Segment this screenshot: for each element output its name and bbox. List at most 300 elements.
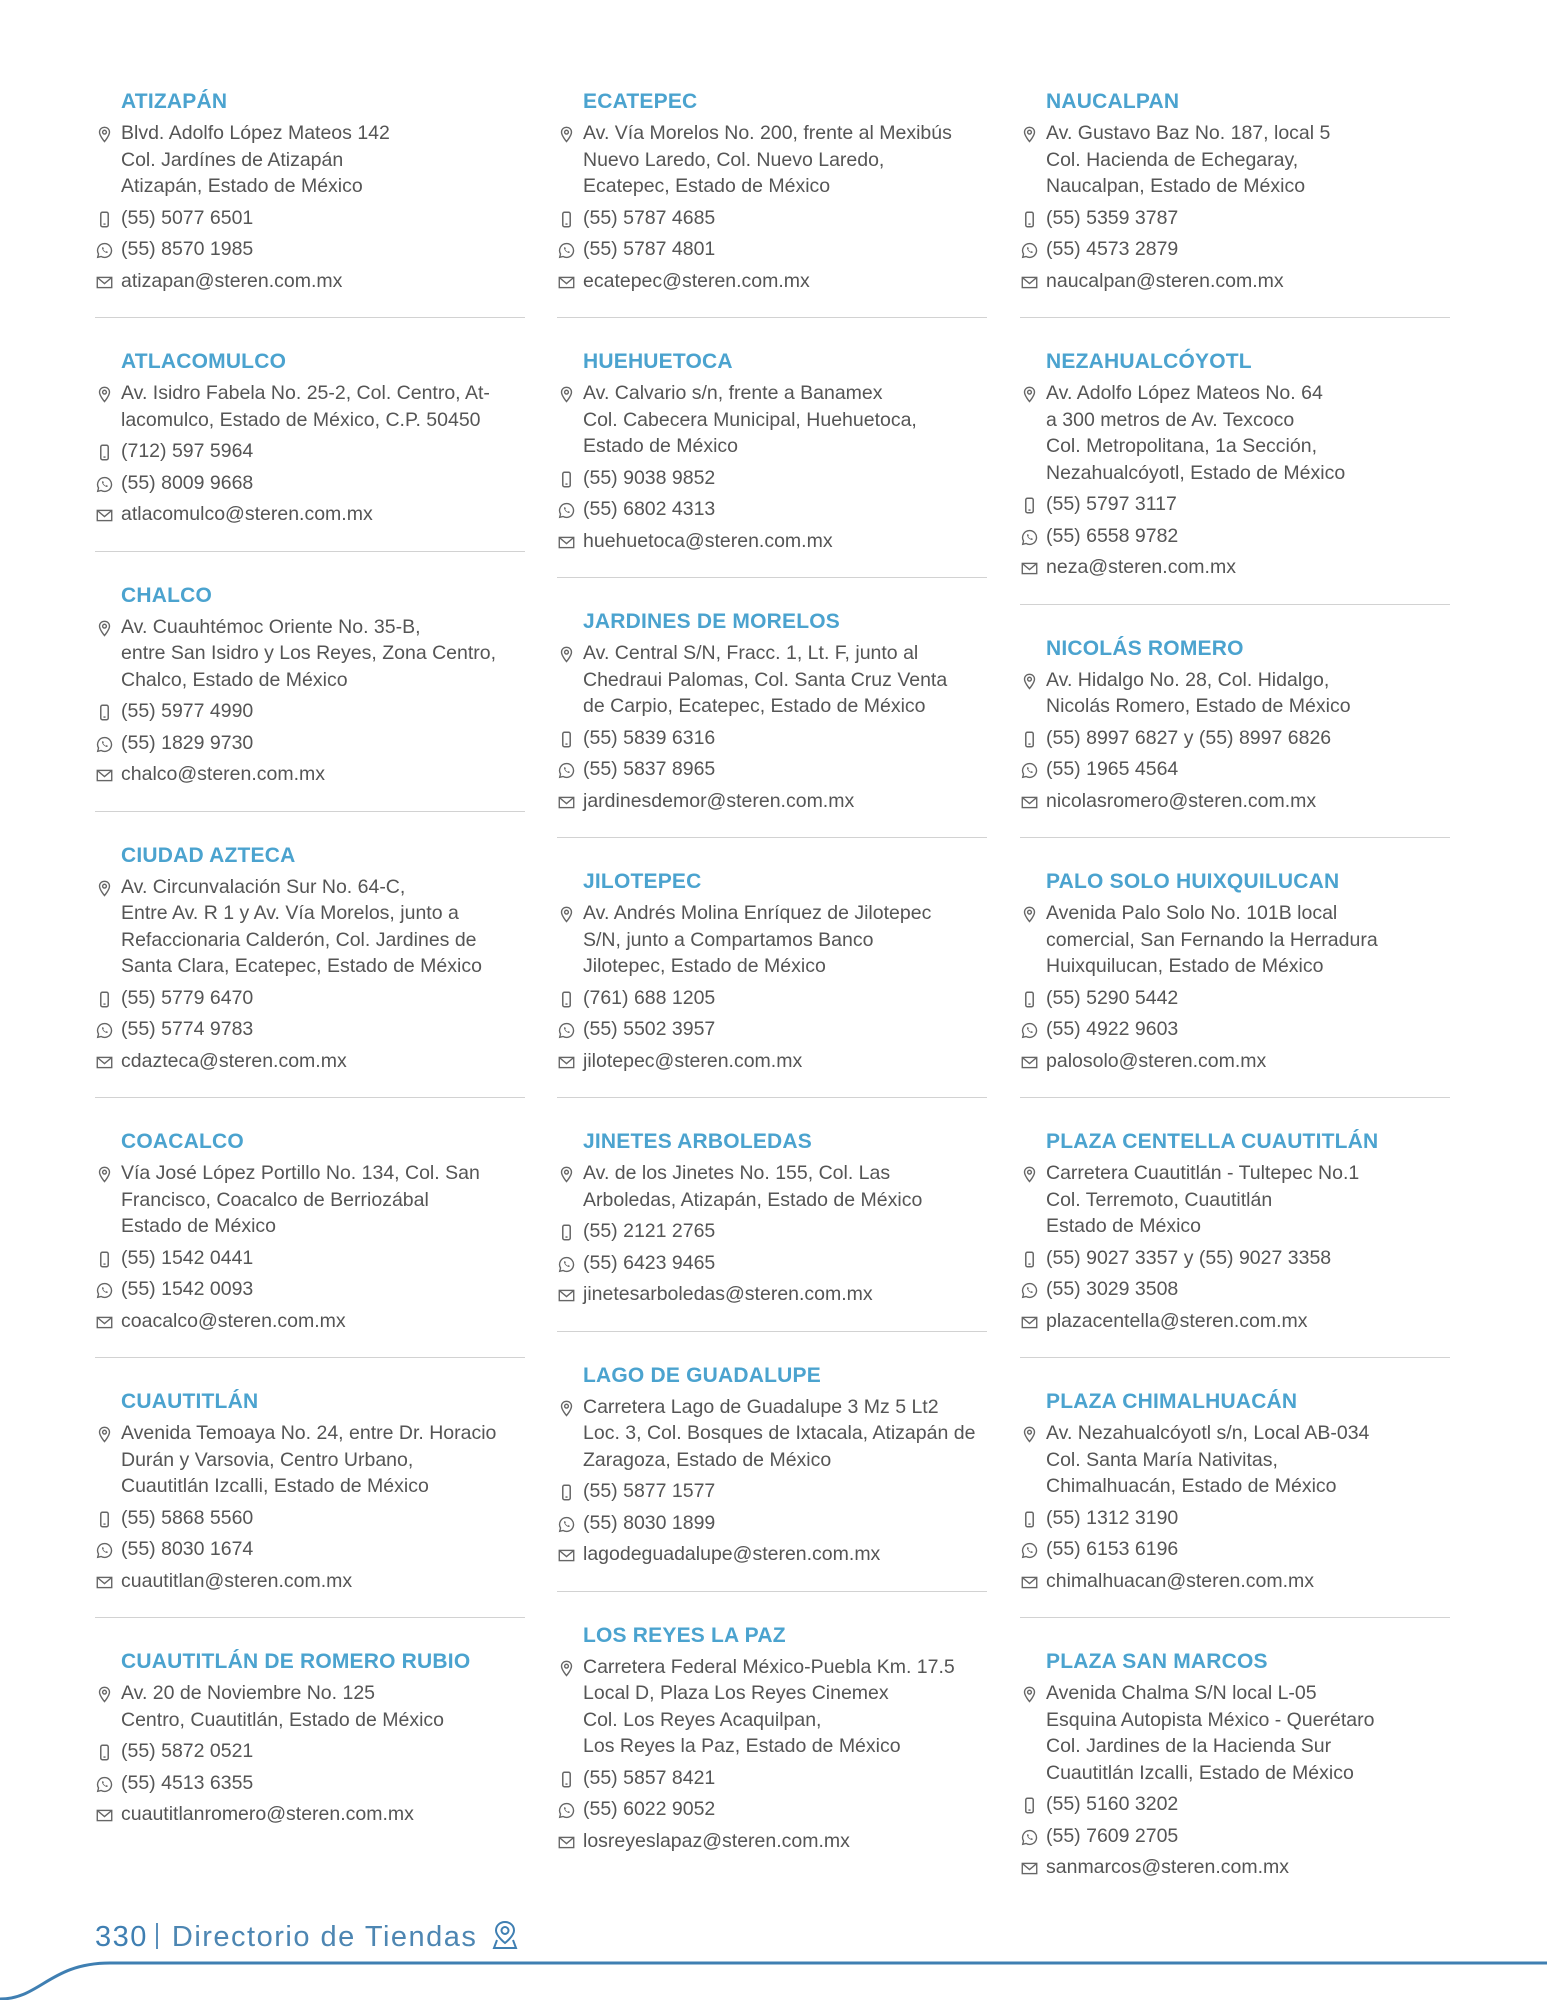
store-name: PALO SOLO HUIXQUILUCAN	[1046, 870, 1340, 893]
envelope-icon	[96, 765, 113, 782]
store-whatsapp	[1046, 1276, 1450, 1303]
store-name: PLAZA CHIMALHUACÁN	[1046, 1390, 1298, 1413]
page-footer	[95, 1920, 519, 1954]
store-address	[121, 1680, 525, 1733]
store-phone	[583, 1765, 987, 1792]
store-email	[121, 1048, 525, 1075]
whatsapp-icon	[96, 1020, 113, 1037]
address-line: Carretera Cuautitlán - Tultepec No.1	[1046, 1162, 1360, 1184]
address-line: lacomulco, Estado de México, C.P. 50450	[121, 408, 481, 431]
whatsapp-number: (55) 6153 6196	[1046, 1538, 1179, 1560]
store-phone	[1046, 491, 1450, 518]
address-line: Nezahualcóyotl, Estado de México	[1046, 461, 1346, 484]
envelope-icon	[96, 505, 113, 522]
store-name: ECATEPEC	[583, 90, 698, 113]
address-line: Chedraui Palomas, Col. Santa Cruz Venta	[583, 668, 948, 691]
store-email	[583, 1281, 987, 1308]
mobile-phone-icon	[96, 442, 113, 459]
whatsapp-icon	[1021, 760, 1038, 777]
store-email	[583, 1828, 987, 1855]
address-line: Los Reyes la Paz, Estado de México	[583, 1735, 901, 1757]
mobile-phone-icon	[96, 702, 113, 719]
envelope-icon	[1021, 558, 1038, 575]
store-email	[583, 1048, 987, 1075]
store-whatsapp	[121, 1536, 525, 1563]
whatsapp-number: (55) 5787 4801	[583, 238, 716, 260]
address-line: Carretera Lago de Guadalupe 3 Mz 5 Lt2	[583, 1395, 939, 1418]
store-phone	[583, 465, 987, 492]
email-address: palosolo@steren.com.mx	[1046, 1049, 1267, 1072]
envelope-icon	[558, 1052, 575, 1069]
store-whatsapp	[1046, 1536, 1450, 1563]
phone-number: (55) 5868 5560	[121, 1506, 254, 1529]
location-pin-icon	[1021, 1424, 1038, 1441]
whatsapp-number: (55) 4922 9603	[1046, 1018, 1179, 1040]
store-name: HUEHUETOCA	[583, 350, 733, 373]
store-whatsapp	[1046, 756, 1450, 783]
location-pin-icon	[558, 1164, 575, 1181]
store-phone	[121, 1245, 525, 1272]
address-line: Av. 20 de Noviembre No. 125	[121, 1682, 376, 1704]
address-line: Chalco, Estado de México	[121, 668, 348, 691]
store-column-2	[557, 84, 987, 1903]
store-email	[1046, 554, 1450, 581]
email-address: coacalco@steren.com.mx	[121, 1309, 346, 1332]
whatsapp-number: (55) 1965 4564	[1046, 758, 1179, 780]
address-line: Santa Clara, Ecatepec, Estado de México	[121, 955, 482, 977]
store-card	[95, 1644, 525, 1851]
phone-number: (55) 5290 5442	[1046, 986, 1179, 1009]
location-pin-icon	[558, 384, 575, 401]
phone-number: (55) 9038 9852	[583, 466, 716, 489]
whatsapp-number: (55) 3029 3508	[1046, 1278, 1179, 1300]
store-address	[121, 614, 525, 694]
address-line: Loc. 3, Col. Bosques de Ixtacala, Atizapán de	[583, 1422, 976, 1444]
store-name: PLAZA CENTELLA CUAUTITLÁN	[1046, 1130, 1379, 1153]
store-phone	[121, 205, 525, 232]
store-address	[1046, 667, 1450, 720]
mobile-phone-icon	[558, 1222, 575, 1239]
store-address	[1046, 1160, 1450, 1240]
store-card	[557, 344, 987, 578]
envelope-icon	[1021, 1312, 1038, 1329]
store-card	[1020, 631, 1450, 839]
phone-number: (55) 5839 6316	[583, 726, 716, 749]
phone-number: (55) 5872 0521	[121, 1740, 254, 1762]
store-address	[583, 640, 987, 720]
store-whatsapp	[583, 1796, 987, 1823]
store-column-1	[95, 84, 525, 1877]
store-whatsapp	[583, 1016, 987, 1043]
store-whatsapp	[121, 730, 525, 757]
store-column-3	[1020, 84, 1450, 1930]
address-line: Ecatepec, Estado de México	[583, 175, 831, 197]
store-address	[121, 1420, 525, 1500]
envelope-icon	[96, 1572, 113, 1589]
envelope-icon	[558, 1545, 575, 1562]
phone-number: (761) 688 1205	[583, 986, 716, 1009]
address-line: Av. Vía Morelos No. 200, frente al Mexibús	[583, 122, 952, 144]
store-card	[95, 344, 525, 552]
address-line: Col. Santa María Nativitas,	[1046, 1448, 1278, 1471]
address-line: Durán y Varsovia, Centro Urbano,	[121, 1448, 414, 1471]
address-line: Centro, Cuautitlán, Estado de México	[121, 1708, 445, 1731]
address-line: a 300 metros de Av. Texcoco	[1046, 408, 1295, 431]
address-line: Av. Andrés Molina Enríquez de Jilotepec	[583, 902, 932, 924]
email-address: chalco@steren.com.mx	[121, 763, 326, 785]
store-locator-icon	[491, 1920, 519, 1950]
email-address: naucalpan@steren.com.mx	[1046, 269, 1284, 292]
footer-title: Directorio de Tiendas	[171, 1921, 478, 1953]
address-line: Zaragoza, Estado de México	[583, 1448, 832, 1471]
phone-number: (55) 8997 6827 y (55) 8997 6826	[1046, 726, 1332, 749]
address-line: Avenida Chalma S/N local L-05	[1046, 1682, 1317, 1704]
store-address	[583, 1160, 987, 1213]
mobile-phone-icon	[96, 1509, 113, 1526]
store-phone	[583, 1218, 987, 1245]
envelope-icon	[1021, 1052, 1038, 1069]
store-email	[1046, 1854, 1450, 1881]
store-card	[95, 578, 525, 812]
store-phone	[1046, 1505, 1450, 1532]
store-card	[1020, 1124, 1450, 1358]
address-line: Estado de México	[1046, 1215, 1202, 1237]
store-name: LOS REYES LA PAZ	[583, 1623, 786, 1647]
envelope-icon	[558, 1832, 575, 1849]
whatsapp-icon	[96, 1774, 113, 1791]
email-address: huehuetoca@steren.com.mx	[583, 529, 833, 552]
mobile-phone-icon	[1021, 729, 1038, 746]
address-line: Av. Adolfo López Mateos No. 64	[1046, 382, 1323, 404]
store-whatsapp	[583, 236, 987, 263]
phone-number: (55) 5359 3787	[1046, 206, 1179, 229]
address-line: Vía José López Portillo No. 134, Col. San	[121, 1162, 480, 1184]
whatsapp-icon	[96, 734, 113, 751]
email-address: lagodeguadalupe@steren.com.mx	[583, 1543, 881, 1565]
envelope-icon	[96, 1805, 113, 1822]
store-card	[557, 864, 987, 1098]
store-address	[1046, 380, 1450, 486]
store-name: LAGO DE GUADALUPE	[583, 1363, 821, 1387]
whatsapp-number: (55) 8570 1985	[121, 238, 254, 260]
store-name: ATLACOMULCO	[121, 350, 287, 373]
store-email	[583, 788, 987, 815]
store-name: CUAUTITLÁN	[121, 1390, 259, 1413]
store-phone	[583, 725, 987, 752]
email-address: ecatepec@steren.com.mx	[583, 269, 810, 292]
email-address: atizapan@steren.com.mx	[121, 269, 343, 292]
mobile-phone-icon	[558, 729, 575, 746]
address-line: de Carpio, Ecatepec, Estado de México	[583, 695, 926, 717]
address-line: Francisco, Coacalco de Berriozábal	[121, 1188, 429, 1211]
store-name: NEZAHUALCÓYOTL	[1046, 350, 1252, 373]
address-line: Col. Jardines de la Hacienda Sur	[1046, 1735, 1332, 1757]
address-line: Huixquilucan, Estado de México	[1046, 955, 1324, 977]
whatsapp-number: (55) 6802 4313	[583, 498, 716, 520]
store-phone	[121, 985, 525, 1012]
store-card	[1020, 1384, 1450, 1618]
mobile-phone-icon	[558, 469, 575, 486]
address-line: Col. Jardínes de Atizapán	[121, 148, 344, 171]
address-line: Av. Central S/N, Fracc. 1, Lt. F, junto al	[583, 642, 919, 664]
store-address	[121, 874, 525, 980]
email-address: sanmarcos@steren.com.mx	[1046, 1856, 1290, 1878]
whatsapp-icon	[558, 1514, 575, 1531]
store-whatsapp	[583, 756, 987, 783]
email-address: cdazteca@steren.com.mx	[121, 1049, 347, 1072]
whatsapp-icon	[96, 240, 113, 257]
location-pin-icon	[1021, 124, 1038, 141]
address-line: comercial, San Fernando la Herradura	[1046, 928, 1378, 951]
address-line: Av. Hidalgo No. 28, Col. Hidalgo,	[1046, 668, 1330, 691]
store-email	[1046, 1308, 1450, 1335]
phone-number: (55) 2121 2765	[583, 1220, 716, 1242]
whatsapp-icon	[1021, 1540, 1038, 1557]
address-line: Cuautitlán Izcalli, Estado de México	[121, 1475, 429, 1497]
store-address	[583, 120, 987, 200]
email-address: nicolasromero@steren.com.mx	[1046, 789, 1317, 812]
location-pin-icon	[96, 618, 113, 635]
mobile-phone-icon	[96, 1249, 113, 1266]
whatsapp-number: (55) 1542 0093	[121, 1278, 254, 1300]
address-line: Col. Hacienda de Echegaray,	[1046, 148, 1299, 171]
store-phone	[121, 1738, 525, 1765]
store-name: ATIZAPÁN	[121, 90, 228, 113]
whatsapp-number: (55) 8009 9668	[121, 471, 254, 494]
store-email	[121, 1801, 525, 1828]
phone-number: (55) 5160 3202	[1046, 1793, 1179, 1815]
store-phone	[121, 1505, 525, 1532]
store-card	[95, 84, 525, 318]
address-line: Avenida Palo Solo No. 101B local	[1046, 902, 1338, 924]
store-address	[1046, 900, 1450, 980]
envelope-icon	[1021, 1572, 1038, 1589]
address-line: Avenida Temoaya No. 24, entre Dr. Horacio	[121, 1422, 497, 1444]
whatsapp-icon	[96, 1540, 113, 1557]
address-line: Entre Av. R 1 y Av. Vía Morelos, junto a	[121, 902, 459, 924]
store-email	[121, 268, 525, 295]
whatsapp-number: (55) 7609 2705	[1046, 1824, 1179, 1847]
mobile-phone-icon	[96, 1742, 113, 1759]
store-whatsapp	[1046, 236, 1450, 263]
store-whatsapp	[583, 496, 987, 523]
address-line: Av. Nezahualcóyotl s/n, Local AB-034	[1046, 1422, 1370, 1444]
location-pin-icon	[1021, 1684, 1038, 1701]
whatsapp-icon	[1021, 240, 1038, 257]
store-name: JINETES ARBOLEDAS	[583, 1130, 812, 1153]
location-pin-icon	[1021, 1164, 1038, 1181]
address-line: Cuautitlán Izcalli, Estado de México	[1046, 1761, 1354, 1784]
email-address: jardinesdemor@steren.com.mx	[583, 789, 855, 812]
whatsapp-icon	[558, 1800, 575, 1817]
whatsapp-icon	[1021, 1020, 1038, 1037]
phone-number: (55) 1542 0441	[121, 1246, 254, 1269]
whatsapp-icon	[1021, 1280, 1038, 1297]
mobile-phone-icon	[558, 1769, 575, 1786]
store-whatsapp	[1046, 1823, 1450, 1850]
address-line: Av. Isidro Fabela No. 25-2, Col. Centro, At-	[121, 382, 490, 404]
store-phone	[1046, 1245, 1450, 1272]
address-line: Col. Terremoto, Cuautitlán	[1046, 1188, 1273, 1211]
store-name: NICOLÁS ROMERO	[1046, 636, 1244, 660]
store-name: CUAUTITLÁN DE ROMERO RUBIO	[121, 1650, 471, 1673]
whatsapp-icon	[558, 1020, 575, 1037]
store-whatsapp	[121, 1276, 525, 1303]
envelope-icon	[1021, 1858, 1038, 1875]
store-card	[1020, 864, 1450, 1098]
store-card	[557, 84, 987, 318]
envelope-icon	[96, 1312, 113, 1329]
phone-number: (712) 597 5964	[121, 440, 254, 462]
email-address: cuautitlanromero@steren.com.mx	[121, 1803, 414, 1825]
store-whatsapp	[121, 1770, 525, 1797]
phone-number: (55) 1312 3190	[1046, 1506, 1179, 1529]
address-line: Nicolás Romero, Estado de México	[1046, 695, 1351, 717]
store-name: JILOTEPEC	[583, 870, 702, 893]
store-email	[121, 1568, 525, 1595]
store-whatsapp	[1046, 523, 1450, 550]
store-phone	[583, 1478, 987, 1505]
store-name: PLAZA SAN MARCOS	[1046, 1650, 1268, 1673]
store-email	[1046, 1048, 1450, 1075]
phone-number: (55) 5857 8421	[583, 1766, 716, 1789]
store-email	[583, 268, 987, 295]
store-address	[583, 1394, 987, 1474]
whatsapp-number: (55) 6022 9052	[583, 1798, 716, 1820]
whatsapp-number: (55) 6558 9782	[1046, 524, 1179, 547]
location-pin-icon	[1021, 671, 1038, 688]
whatsapp-icon	[558, 760, 575, 777]
phone-number: (55) 5877 1577	[583, 1480, 716, 1502]
store-phone	[121, 438, 525, 465]
store-phone	[583, 205, 987, 232]
whatsapp-icon	[558, 1254, 575, 1271]
address-line: Esquina Autopista México - Querétaro	[1046, 1708, 1375, 1731]
address-line: Blvd. Adolfo López Mateos 142	[121, 122, 390, 144]
address-line: Av. Cuauhtémoc Oriente No. 35-B,	[121, 615, 421, 638]
address-line: Naucalpan, Estado de México	[1046, 175, 1306, 197]
whatsapp-number: (55) 4573 2879	[1046, 238, 1179, 260]
location-pin-icon	[1021, 904, 1038, 921]
store-phone	[583, 985, 987, 1012]
whatsapp-icon	[1021, 527, 1038, 544]
store-card	[95, 1124, 525, 1358]
store-name: COACALCO	[121, 1130, 244, 1153]
store-email	[583, 528, 987, 555]
whatsapp-number: (55) 8030 1899	[583, 1511, 716, 1534]
phone-number: (55) 5077 6501	[121, 206, 254, 229]
address-line: Carretera Federal México-Puebla Km. 17.5	[583, 1655, 955, 1678]
store-name: JARDINES DE MORELOS	[583, 610, 840, 633]
store-email	[121, 501, 525, 528]
store-address	[1046, 120, 1450, 200]
address-line: Arboledas, Atizapán, Estado de México	[583, 1188, 923, 1211]
store-whatsapp	[121, 470, 525, 497]
email-address: jinetesarboledas@steren.com.mx	[583, 1283, 873, 1305]
mobile-phone-icon	[1021, 495, 1038, 512]
email-address: losreyeslapaz@steren.com.mx	[583, 1829, 850, 1852]
location-pin-icon	[558, 1658, 575, 1675]
store-phone	[121, 698, 525, 725]
phone-number: (55) 5977 4990	[121, 700, 254, 722]
footer-wave-line	[0, 1955, 1547, 2000]
address-line: Nuevo Laredo, Col. Nuevo Laredo,	[583, 148, 885, 171]
envelope-icon	[558, 1285, 575, 1302]
address-line: Col. Cabecera Municipal, Huehuetoca,	[583, 408, 917, 431]
phone-number: (55) 9027 3357 y (55) 9027 3358	[1046, 1246, 1332, 1269]
whatsapp-number: (55) 6423 9465	[583, 1251, 716, 1274]
mobile-phone-icon	[1021, 209, 1038, 226]
address-line: Estado de México	[121, 1215, 277, 1237]
envelope-icon	[96, 272, 113, 289]
phone-number: (55) 5787 4685	[583, 206, 716, 229]
store-phone	[1046, 1791, 1450, 1818]
location-pin-icon	[1021, 384, 1038, 401]
email-address: plazacentella@steren.com.mx	[1046, 1309, 1308, 1332]
store-address	[121, 1160, 525, 1240]
location-pin-icon	[96, 878, 113, 895]
store-whatsapp	[121, 236, 525, 263]
address-line: Jilotepec, Estado de México	[583, 955, 826, 977]
store-card	[557, 1358, 987, 1592]
store-card	[557, 1124, 987, 1332]
envelope-icon	[1021, 272, 1038, 289]
address-line: S/N, junto a Compartamos Banco	[583, 928, 874, 951]
store-email	[1046, 788, 1450, 815]
address-line: Av. Circunvalación Sur No. 64-C,	[121, 875, 406, 898]
address-line: entre San Isidro y Los Reyes, Zona Centro,	[121, 642, 497, 664]
whatsapp-icon	[96, 474, 113, 491]
address-line: Col. Metropolitana, 1a Sección,	[1046, 435, 1317, 457]
store-address	[583, 900, 987, 980]
store-email	[1046, 268, 1450, 295]
store-whatsapp	[583, 1510, 987, 1537]
mobile-phone-icon	[96, 209, 113, 226]
whatsapp-icon	[1021, 1827, 1038, 1844]
address-line: Av. Gustavo Baz No. 187, local 5	[1046, 122, 1331, 144]
store-email	[121, 761, 525, 788]
email-address: atlacomulco@steren.com.mx	[121, 503, 373, 525]
envelope-icon	[1021, 792, 1038, 809]
whatsapp-icon	[96, 1280, 113, 1297]
address-line: Refaccionaria Calderón, Col. Jardines de	[121, 928, 477, 951]
store-card	[1020, 344, 1450, 605]
whatsapp-number: (55) 1829 9730	[121, 731, 254, 754]
mobile-phone-icon	[1021, 989, 1038, 1006]
page-number: 330	[95, 1921, 148, 1953]
email-address: jilotepec@steren.com.mx	[583, 1049, 803, 1072]
phone-number: (55) 5797 3117	[1046, 493, 1177, 515]
store-name: NAUCALPAN	[1046, 90, 1180, 113]
location-pin-icon	[96, 1684, 113, 1701]
store-address	[1046, 1420, 1450, 1500]
store-phone	[1046, 725, 1450, 752]
store-card	[1020, 84, 1450, 318]
store-whatsapp	[583, 1250, 987, 1277]
store-name: CHALCO	[121, 583, 213, 607]
location-pin-icon	[96, 1424, 113, 1441]
envelope-icon	[558, 272, 575, 289]
mobile-phone-icon	[1021, 1249, 1038, 1266]
store-address	[121, 120, 525, 200]
store-phone	[1046, 205, 1450, 232]
whatsapp-number: (55) 5774 9783	[121, 1018, 254, 1040]
store-address	[1046, 1680, 1450, 1786]
mobile-phone-icon	[1021, 1795, 1038, 1812]
store-name: CIUDAD AZTECA	[121, 843, 296, 867]
email-address: cuautitlan@steren.com.mx	[121, 1569, 353, 1592]
store-address	[583, 380, 987, 460]
